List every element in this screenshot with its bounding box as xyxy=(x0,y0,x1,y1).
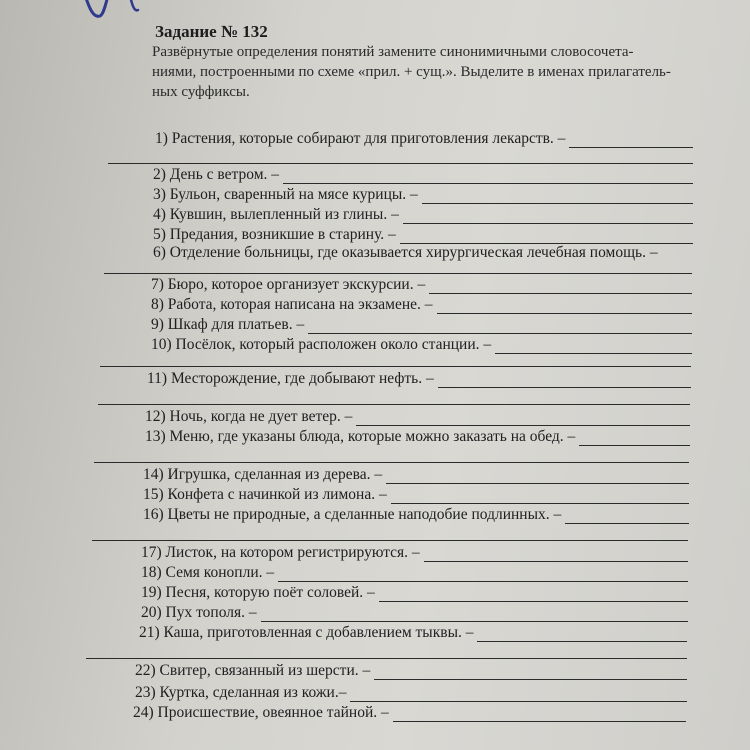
answer-blank[interactable] xyxy=(391,491,689,504)
exercise-item xyxy=(153,206,693,224)
exercise-item xyxy=(141,584,688,602)
item-text: 21) Каша, приготовленная с добавлением тыквы. – xyxy=(139,624,474,641)
item-text: 8) Работа, которая написана на экзамене. – xyxy=(151,296,433,313)
answer-blank[interactable] xyxy=(569,135,693,148)
item-text: 20) Пух тополя. – xyxy=(141,604,257,621)
item-text: 15) Конфета с начинкой из лимона. – xyxy=(143,486,387,503)
answer-blank-continuation[interactable] xyxy=(100,366,691,367)
answer-blank[interactable] xyxy=(386,471,689,484)
item-text: 22) Свитер, связанный из шерсти. – xyxy=(135,662,371,679)
item-text: 4) Кувшин, вылепленный из глины. – xyxy=(153,206,399,223)
answer-blank[interactable] xyxy=(278,569,688,582)
item-text: 19) Песня, которую поёт соловей. – xyxy=(141,584,375,601)
task-title: Задание № 132 xyxy=(155,22,268,41)
item-text: 13) Меню, где указаны блюда, которые можно заказать на обед. – xyxy=(145,428,576,445)
item-text: 1) Растения, которые собирают для приготовления лекарств. – xyxy=(155,130,566,147)
exercise-item xyxy=(151,336,692,354)
answer-blank[interactable] xyxy=(565,511,689,524)
answer-blank[interactable] xyxy=(424,549,688,562)
exercise-item xyxy=(141,604,688,622)
item-text: 6) Отделение больницы, где оказывается хирургическая лечебная помощь. – xyxy=(153,244,658,261)
exercise-item xyxy=(153,244,693,262)
answer-blank-continuation[interactable] xyxy=(104,273,692,274)
answer-blank[interactable] xyxy=(283,171,693,184)
answer-blank[interactable] xyxy=(393,709,686,722)
item-text: 18) Семя конопли. – xyxy=(141,564,275,581)
exercise-item xyxy=(155,130,693,148)
answer-blank-continuation[interactable] xyxy=(98,404,690,405)
item-text: 2) День с ветром. – xyxy=(153,166,280,183)
item-text: 7) Бюро, которое организует экскурсии. – xyxy=(151,276,426,293)
answer-blank-continuation[interactable] xyxy=(92,540,688,541)
exercise-item xyxy=(135,684,687,702)
item-text: 17) Листок, на котором регистрируются. – xyxy=(141,544,420,561)
item-text: 23) Куртка, сделанная из кожи.– xyxy=(135,684,347,701)
exercise-item xyxy=(153,186,693,204)
answer-blank[interactable] xyxy=(356,413,690,426)
exercise-item xyxy=(141,544,688,562)
answer-blank[interactable] xyxy=(261,609,688,622)
exercise-item xyxy=(139,624,687,642)
instruction-line: ниями, построенными по схеме «прил. + сущ.». Выделите в именах прилагатель- xyxy=(152,64,671,80)
answer-blank[interactable] xyxy=(400,231,693,244)
item-text: 10) Посёлок, который расположен около станции. – xyxy=(151,336,492,353)
answer-blank[interactable] xyxy=(437,301,692,314)
instruction-line: ных суффиксы. xyxy=(152,84,250,100)
exercise-item xyxy=(145,408,690,426)
answer-blank[interactable] xyxy=(403,211,693,224)
answer-blank[interactable] xyxy=(495,341,692,354)
exercise-item xyxy=(151,316,692,334)
exercise-item xyxy=(145,428,690,446)
answer-blank[interactable] xyxy=(350,689,687,702)
exercise-item xyxy=(143,506,689,524)
item-text: 9) Шкаф для платьев. – xyxy=(151,316,305,333)
exercise-item xyxy=(143,486,689,504)
exercise-item xyxy=(151,276,692,294)
answer-blank[interactable] xyxy=(477,629,687,642)
exercise-item xyxy=(133,704,686,722)
answer-blank[interactable] xyxy=(374,667,687,680)
answer-blank[interactable] xyxy=(308,321,692,334)
item-text: 11) Месторождение, где добывают нефть. – xyxy=(147,370,434,387)
answer-blank[interactable] xyxy=(422,191,693,204)
exercise-item xyxy=(151,296,692,314)
answer-blank[interactable] xyxy=(438,375,691,388)
exercise-item xyxy=(135,662,687,680)
exercise-item xyxy=(141,564,688,582)
item-text: 14) Игрушка, сделанная из дерева. – xyxy=(143,466,383,483)
item-text: 5) Предания, возникшие в старину. – xyxy=(153,226,396,243)
answer-blank-continuation[interactable] xyxy=(86,658,687,659)
answer-blank-continuation[interactable] xyxy=(108,163,693,164)
item-text: 16) Цветы не природные, а сделанные наподобие подлинных. – xyxy=(143,506,562,523)
item-text: 24) Происшествие, овеянное тайной. – xyxy=(133,704,389,721)
answer-blank-continuation[interactable] xyxy=(94,462,689,463)
exercise-item xyxy=(153,166,693,184)
answer-blank[interactable] xyxy=(579,433,690,446)
answer-blank[interactable] xyxy=(379,589,688,602)
exercise-item xyxy=(153,226,693,244)
exercise-item xyxy=(147,370,691,388)
answer-blank[interactable] xyxy=(429,281,692,294)
exercise-item xyxy=(143,466,689,484)
item-text: 12) Ночь, когда не дует ветер. – xyxy=(145,408,353,425)
item-text: 3) Бульон, сваренный на мясе курицы. – xyxy=(153,186,418,203)
instruction-line: Развёрнутые определения понятий замените синонимичными словосочета- xyxy=(152,44,634,60)
